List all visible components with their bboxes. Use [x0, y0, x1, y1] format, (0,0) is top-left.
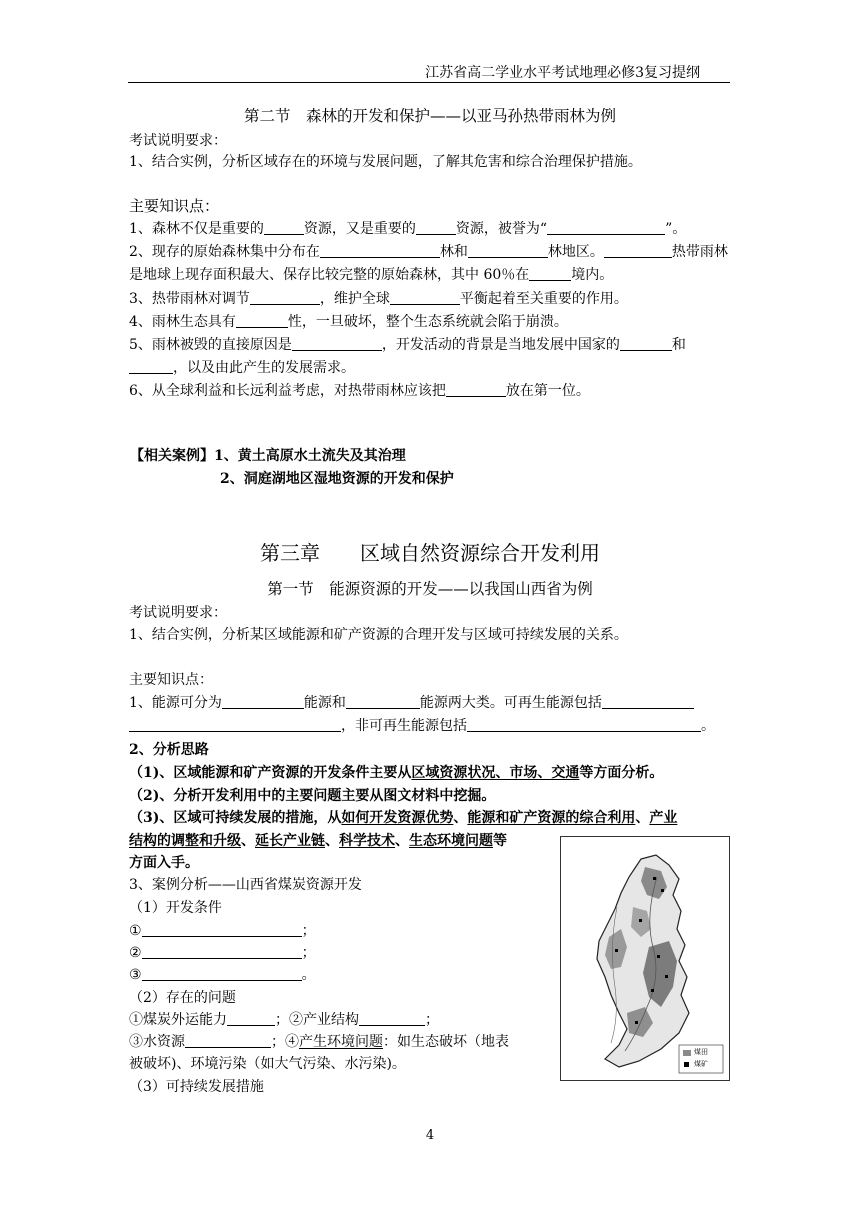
shanxi-map-svg: [561, 837, 729, 1080]
coal-mine-marker: [665, 975, 668, 978]
legend-coal-mine-swatch: [684, 1062, 689, 1067]
coal-mine-marker: [657, 955, 660, 958]
condition-3: ③ 。: [129, 967, 316, 983]
page-number: 4: [425, 1128, 435, 1143]
legend-label-coal-mine: 煤矿: [694, 1060, 708, 1068]
point-5: 5、雨林被毁的直接原因是 ，开发活动的背景是当地发展中国家的 和: [129, 337, 686, 353]
key-points-label: 主要知识点：: [129, 197, 220, 215]
analysis-3: （3)、区域可持续发展的措施，从如何开发资源优势、能源和矿产资源的综合利用、产业: [129, 810, 678, 826]
point-1: 1、森林不仅是重要的 资源，又是重要的 资源，被誉为“ ”。: [129, 221, 687, 237]
running-header: 江苏省高二学业水平考试地理必修3复习提纲: [425, 65, 700, 81]
exam-requirement-1: 1、结合实例，分析区域存在的环境与发展问题，了解其危害和综合治理保护措施。: [129, 154, 642, 170]
related-case-2: 2、洞庭湖地区湿地资源的开发和保护: [220, 471, 454, 487]
point-4: 4、雨林生态具有 性，一旦破坏，整个生态系统就会陷于崩溃。: [129, 314, 568, 330]
point-2: 2、现存的原始森林集中分布在 林和 林地区。 热带雨林: [129, 244, 728, 260]
analysis-3-end: 方面入手。: [129, 855, 199, 871]
knowledge-1-cont: ，非可再生能源包括 。: [129, 716, 715, 736]
coal-mine-marker: [661, 889, 664, 892]
problem-line-2: ③水资源 ；④产生环境问题：如生态破坏（地表: [129, 1034, 509, 1050]
exam-requirement-2: 1、结合实例，分析某区域能源和矿产资源的合理开发与区域可持续发展的关系。: [129, 627, 628, 643]
section-1-title: 第一节 能源资源的开发——以我国山西省为例: [267, 580, 593, 598]
legend-coal-field-swatch: [683, 1050, 691, 1056]
condition-2: ② ；: [129, 945, 316, 961]
shanxi-coal-map: [560, 836, 730, 1081]
analysis-approach-title: 2、分析思路: [129, 742, 209, 758]
coal-mine-marker: [615, 949, 618, 952]
existing-problems-label: （2）存在的问题: [129, 990, 236, 1006]
condition-1: ① ；: [129, 923, 316, 939]
coal-mine-marker: [639, 919, 642, 922]
sustainable-measures-label: （3）可持续发展措施: [129, 1079, 264, 1095]
section-2-title: 第二节 森林的开发和保护——以亚马孙热带雨林为例: [243, 107, 616, 125]
chapter-3-title: 第三章 区域自然资源综合开发利用: [260, 541, 600, 565]
point-6: 6、从全球利益和长远利益考虑，对热带雨林应该把 放在第一位。: [129, 383, 590, 399]
analysis-2: （2)、分析开发利用中的主要问题主要从图文材料中挖掘。: [129, 788, 496, 804]
exam-requirements-label: 考试说明要求：: [129, 133, 227, 149]
coal-mine-marker: [653, 877, 656, 880]
point-2-cont: 是地球上现存面积最大、保存比较完整的原始森林，其中 60％在 境内。: [129, 267, 614, 283]
knowledge-1: 1、能源可分为 能源和 能源两大类。可再生能源包括: [129, 693, 694, 713]
related-cases: 【相关案例】1、黄土高原水土流失及其治理: [130, 448, 406, 464]
analysis-1: （1)、区域能源和矿产资源的开发条件主要从区域资源状况、市场、交通等方面分析。: [129, 765, 664, 781]
header-rule: [128, 82, 730, 83]
exam-requirements-label-2: 考试说明要求：: [129, 605, 227, 621]
problem-line-1: ①煤炭外运能力 ；②产业结构 ；: [129, 1012, 439, 1028]
point-3: 3、热带雨林对调节 ，维护全球 平衡起着至关重要的作用。: [129, 291, 628, 307]
analysis-3-cont: 结构的调整和升级、延长产业链、科学技术、生态环境问题等: [129, 833, 507, 849]
case-analysis-title: 3、案例分析——山西省煤炭资源开发: [129, 877, 362, 893]
coal-mine-marker: [635, 1021, 638, 1024]
problem-line-3: 被破坏)、环境污染（如大气污染、水污染)。: [129, 1056, 406, 1072]
development-conditions-label: （1）开发条件: [129, 900, 222, 916]
coal-mine-marker: [651, 989, 654, 992]
legend-label-coal-field: 煤田: [694, 1048, 708, 1056]
key-points-label-2: 主要知识点：: [129, 672, 213, 688]
point-5-cont: ，以及由此产生的发展需求。: [129, 358, 355, 378]
